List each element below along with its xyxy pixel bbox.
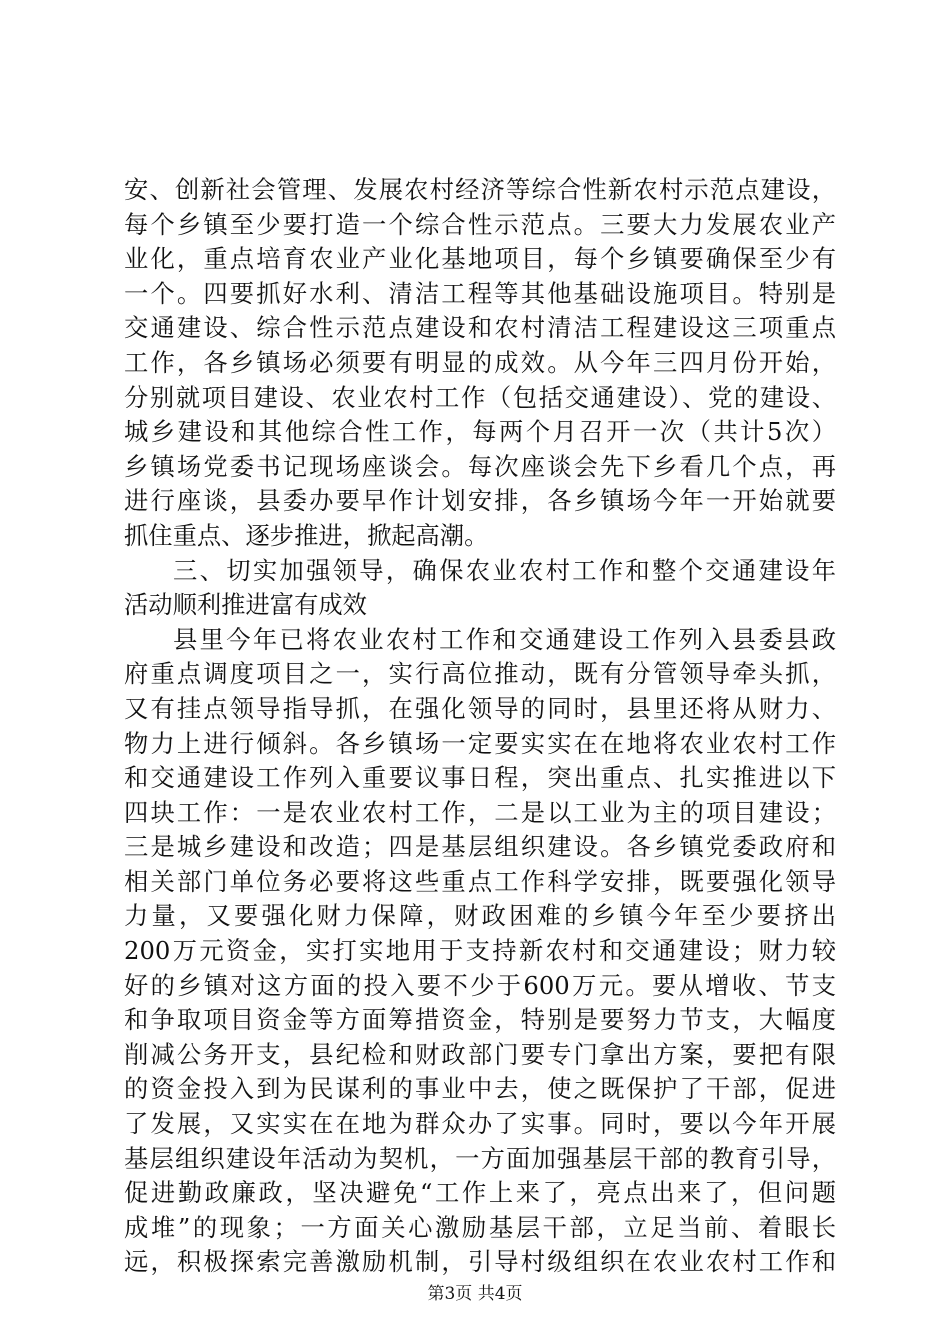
document-body xyxy=(124,173,836,1280)
text-line: 交通建设、综合性示范点建设和农村清洁工程建设这三项重点 xyxy=(124,313,836,343)
text-line: 工作，各乡镇场必须要有明显的成效。从今年三四月份开始， xyxy=(124,347,836,377)
text-line: 乡镇场党委书记现场座谈会。每次座谈会先下乡看几个点，再 xyxy=(124,451,836,481)
text-line: 每个乡镇至少要打造一个综合性示范点。三要大力发展农业产 xyxy=(124,209,836,239)
text-line: 四块工作：一是农业农村工作，二是以工业为主的项目建设； xyxy=(124,797,836,827)
text-line: 府重点调度项目之一，实行高位推动，既有分管领导牵头抓， xyxy=(124,659,836,689)
text-line: 力量，又要强化财力保障，财政困难的乡镇今年至少要挤出 xyxy=(124,901,836,931)
text-line: 成堆”的现象；一方面关心激励基层干部，立足当前、着眼长 xyxy=(124,1212,836,1242)
text-line: 三、切实加强领导，确保农业农村工作和整个交通建设年 xyxy=(173,555,836,585)
text-line: 了发展，又实实在在地为群众办了实事。同时，要以今年开展 xyxy=(124,1109,836,1139)
text-line: 活动顺利推进富有成效 xyxy=(124,590,367,620)
text-line: 三是城乡建设和改造；四是基层组织建设。各乡镇党委政府和 xyxy=(124,832,836,862)
text-line: 好的乡镇对这方面的投入要不少于600万元。要从增收、节支 xyxy=(124,970,836,1000)
text-line: 和争取项目资金等方面筹措资金，特别是要努力节支，大幅度 xyxy=(124,1005,836,1035)
text-line: 城乡建设和其他综合性工作，每两个月召开一次（共计5次） xyxy=(124,417,836,447)
text-line: 基层组织建设年活动为契机，一方面加强基层干部的教育引导， xyxy=(124,1143,836,1173)
text-line: 业化，重点培育农业产业化基地项目，每个乡镇要确保至少有 xyxy=(124,244,836,274)
text-line: 远，积极探索完善激励机制，引导村级组织在农业农村工作和 xyxy=(124,1247,836,1277)
text-line: 分别就项目建设、农业农村工作（包括交通建设）、党的建设、 xyxy=(124,382,836,412)
text-line: 削减公务开支，县纪检和财政部门要专门拿出方案，要把有限 xyxy=(124,1039,836,1069)
text-line: 进行座谈，县委办要早作计划安排，各乡镇场今年一开始就要 xyxy=(124,486,836,516)
text-line: 抓住重点、逐步推进，掀起高潮。 xyxy=(124,520,489,550)
text-line: 相关部门单位务必要将这些重点工作科学安排，既要强化领导 xyxy=(124,866,836,896)
text-line: 县里今年已将农业农村工作和交通建设工作列入县委县政 xyxy=(173,624,836,654)
text-line: 促进勤政廉政，坚决避免“工作上来了，亮点出来了，但问题 xyxy=(124,1178,836,1208)
page-number-footer: 第3页 共4页 xyxy=(427,1284,523,1304)
text-line: 物力上进行倾斜。各乡镇场一定要实实在在地将农业农村工作 xyxy=(124,728,836,758)
text-line: 和交通建设工作列入重要议事日程，突出重点、扎实推进以下 xyxy=(124,763,836,793)
text-line: 200万元资金，实打实地用于支持新农村和交通建设；财力较 xyxy=(124,936,836,966)
text-line: 安、创新社会管理、发展农村经济等综合性新农村示范点建设， xyxy=(124,175,836,204)
text-line: 又有挂点领导指导抓，在强化领导的同时，县里还将从财力、 xyxy=(124,693,836,723)
text-line: 的资金投入到为民谋利的事业中去，使之既保护了干部，促进 xyxy=(124,1074,836,1104)
text-line: 一个。四要抓好水利、清洁工程等其他基础设施项目。特别是 xyxy=(124,278,836,308)
